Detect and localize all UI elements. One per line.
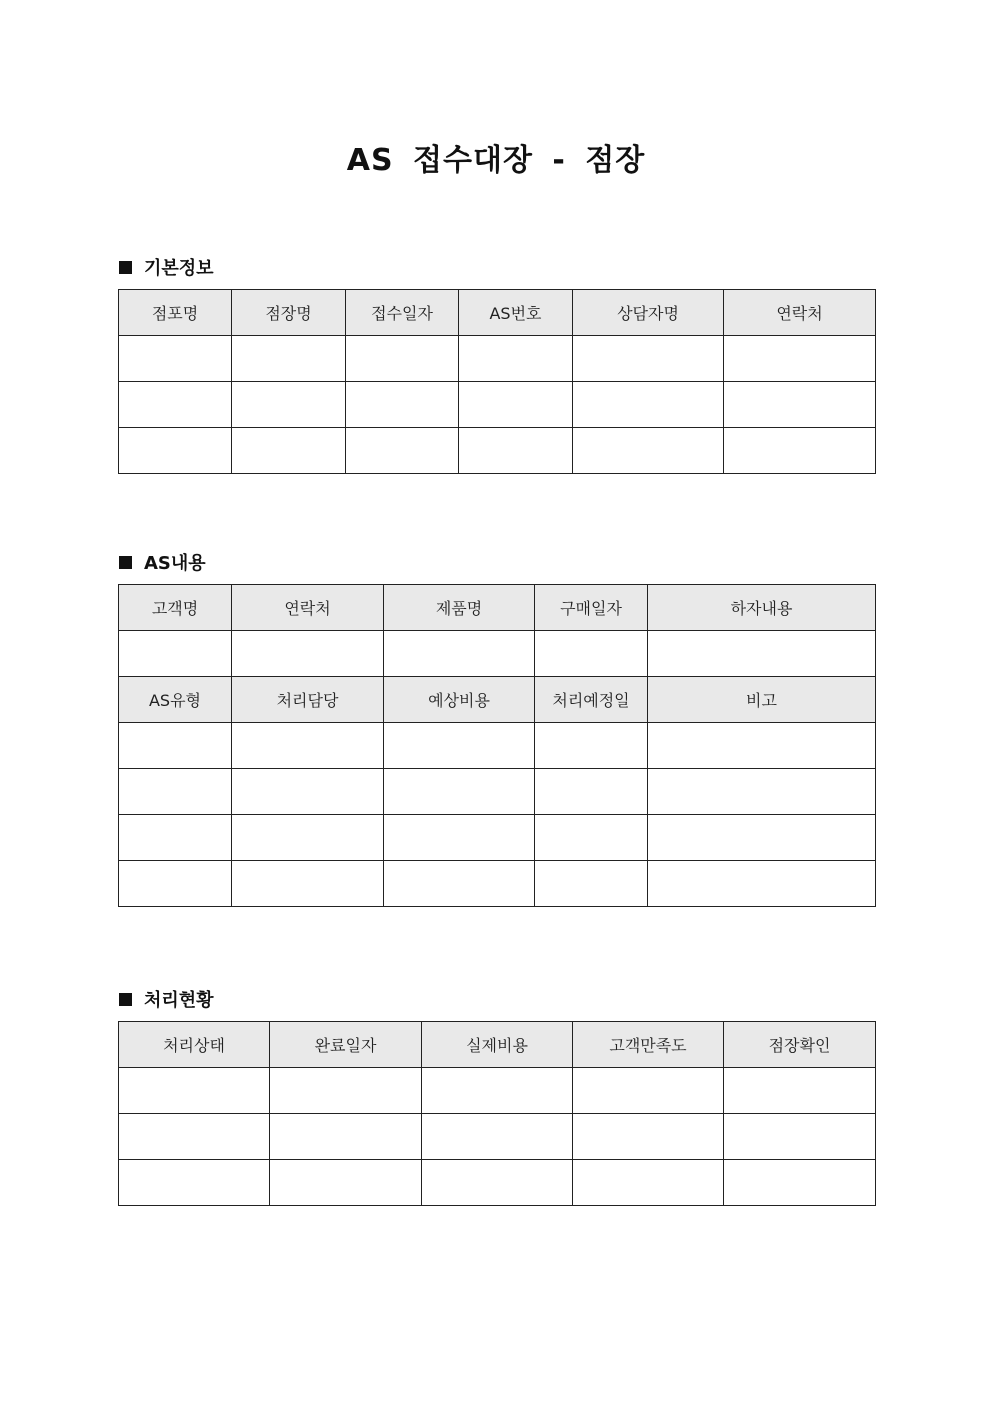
column-header: AS유형 — [119, 677, 232, 723]
table-row — [119, 1114, 876, 1160]
table-cell[interactable] — [384, 631, 535, 677]
table-header-row — [119, 585, 876, 631]
table-cell[interactable] — [119, 769, 232, 815]
square-bullet-icon — [119, 556, 132, 569]
table-cell[interactable] — [346, 382, 459, 428]
table-cell[interactable] — [724, 428, 876, 474]
column-header: 완료일자 — [270, 1022, 422, 1068]
table-cell[interactable] — [119, 1160, 270, 1206]
column-header: 점포명 — [119, 290, 232, 336]
table-cell[interactable] — [270, 1160, 422, 1206]
table-cell[interactable] — [232, 336, 346, 382]
column-header: 고객명 — [119, 585, 232, 631]
table-cell[interactable] — [119, 428, 232, 474]
as-content-table — [118, 584, 876, 907]
table-row — [119, 336, 876, 382]
table-cell[interactable] — [724, 336, 876, 382]
table-cell[interactable] — [232, 815, 384, 861]
table-cell[interactable] — [535, 861, 648, 907]
table-cell[interactable] — [573, 1160, 724, 1206]
table-cell[interactable] — [119, 631, 232, 677]
table-cell[interactable] — [232, 723, 384, 769]
column-header: 고객만족도 — [573, 1022, 724, 1068]
table-cell[interactable] — [422, 1160, 573, 1206]
table-cell[interactable] — [232, 631, 384, 677]
table-cell[interactable] — [384, 861, 535, 907]
table-cell[interactable] — [232, 769, 384, 815]
column-header: 비고 — [648, 677, 876, 723]
table-cell[interactable] — [573, 382, 724, 428]
table-cell[interactable] — [648, 631, 876, 677]
table-row — [119, 815, 876, 861]
table-cell[interactable] — [573, 336, 724, 382]
table-cell[interactable] — [459, 336, 573, 382]
table-cell[interactable] — [648, 861, 876, 907]
table-cell[interactable] — [573, 1068, 724, 1114]
column-header: AS번호 — [459, 290, 573, 336]
table-cell[interactable] — [648, 723, 876, 769]
table-cell[interactable] — [346, 428, 459, 474]
table-cell[interactable] — [270, 1068, 422, 1114]
table-cell[interactable] — [119, 861, 232, 907]
column-header: 연락처 — [232, 585, 384, 631]
table-cell[interactable] — [384, 723, 535, 769]
column-header: 접수일자 — [346, 290, 459, 336]
table-header-row — [119, 677, 876, 723]
table-cell[interactable] — [422, 1114, 573, 1160]
table-cell[interactable] — [384, 815, 535, 861]
table-header-row — [119, 290, 876, 336]
section-heading-as-content — [119, 549, 206, 575]
table-cell[interactable] — [346, 336, 459, 382]
table-cell[interactable] — [535, 769, 648, 815]
section-heading-label: 처리현황 — [144, 990, 214, 1011]
column-header: 제품명 — [384, 585, 535, 631]
table-cell[interactable] — [724, 382, 876, 428]
table-cell[interactable] — [422, 1068, 573, 1114]
section-heading-label: AS내용 — [144, 553, 206, 574]
table-row — [119, 1068, 876, 1114]
table-cell[interactable] — [459, 428, 573, 474]
processing-table — [118, 1021, 876, 1206]
table-cell[interactable] — [535, 631, 648, 677]
table-row — [119, 769, 876, 815]
table-row — [119, 861, 876, 907]
table-cell[interactable] — [232, 861, 384, 907]
table-cell[interactable] — [648, 815, 876, 861]
table-cell[interactable] — [119, 1068, 270, 1114]
section-heading-processing — [119, 986, 214, 1012]
table-row — [119, 428, 876, 474]
column-header: 상담자명 — [573, 290, 724, 336]
column-header: 점장명 — [232, 290, 346, 336]
column-header: 예상비용 — [384, 677, 535, 723]
table-header-row — [119, 1022, 876, 1068]
table-cell[interactable] — [724, 1114, 876, 1160]
table-cell[interactable] — [648, 769, 876, 815]
table-row — [119, 382, 876, 428]
column-header: 처리예정일 — [535, 677, 648, 723]
table-cell[interactable] — [384, 769, 535, 815]
table-cell[interactable] — [232, 382, 346, 428]
column-header: 처리상태 — [119, 1022, 270, 1068]
table-cell[interactable] — [535, 723, 648, 769]
page-title: AS 접수대장 - 점장 — [346, 143, 646, 178]
square-bullet-icon — [119, 993, 132, 1006]
table-cell[interactable] — [119, 815, 232, 861]
table-cell[interactable] — [459, 382, 573, 428]
basic-info-table — [118, 289, 876, 474]
table-cell[interactable] — [119, 723, 232, 769]
table-cell[interactable] — [270, 1114, 422, 1160]
column-header: 구매일자 — [535, 585, 648, 631]
column-header: 처리담당 — [232, 677, 384, 723]
table-cell[interactable] — [119, 1114, 270, 1160]
table-cell[interactable] — [232, 428, 346, 474]
table-cell[interactable] — [573, 1114, 724, 1160]
table-cell[interactable] — [535, 815, 648, 861]
column-header: 하자내용 — [648, 585, 876, 631]
table-cell[interactable] — [724, 1160, 876, 1206]
table-cell[interactable] — [119, 336, 232, 382]
column-header: 연락처 — [724, 290, 876, 336]
table-cell[interactable] — [573, 428, 724, 474]
section-heading-label: 기본정보 — [144, 258, 214, 279]
table-row — [119, 1160, 876, 1206]
column-header: 실제비용 — [422, 1022, 573, 1068]
column-header: 점장확인 — [724, 1022, 876, 1068]
table-row — [119, 723, 876, 769]
section-heading-basic-info — [119, 254, 214, 280]
table-cell[interactable] — [119, 382, 232, 428]
table-cell[interactable] — [724, 1068, 876, 1114]
table-row — [119, 631, 876, 677]
square-bullet-icon — [119, 261, 132, 274]
